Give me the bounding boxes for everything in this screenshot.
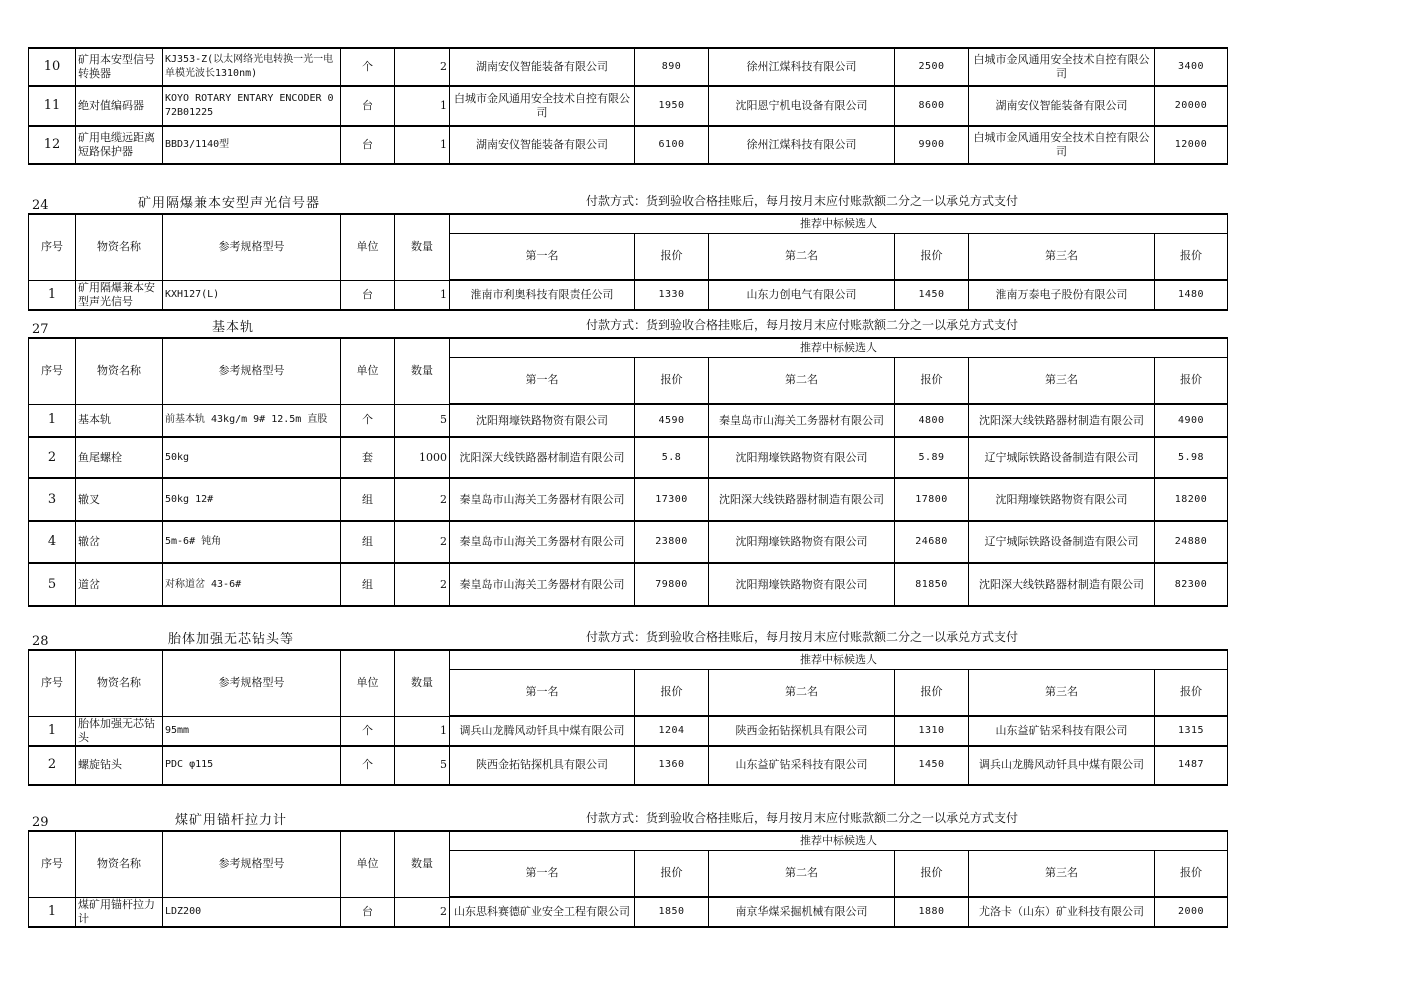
seq-cell: 5 [29, 563, 76, 606]
third-price-cell: 2000 [1155, 897, 1228, 927]
seq-cell: 1 [29, 404, 76, 437]
header-seq: 序号 [29, 214, 76, 280]
first-price-cell: 1204 [635, 716, 709, 746]
unit-cell: 个 [341, 48, 395, 86]
spec-cell: KXH127(L) [163, 280, 341, 310]
header-price: 报价 [1155, 233, 1228, 280]
spec-cell: KOYO ROTARY ENTARY ENCODER 072B01225 [163, 86, 341, 126]
seq-cell: 1 [29, 280, 76, 310]
seq-cell: 3 [29, 478, 76, 521]
unit-cell: 台 [341, 897, 395, 927]
header-spec: 参考规格型号 [163, 831, 341, 897]
payment-terms: 付款方式：货到验收合格挂账后，每月按月末应付账款额二分之一以承兑方式支付 [586, 630, 1019, 644]
second-price-cell: 1450 [895, 280, 969, 310]
first-price-cell: 4590 [635, 404, 709, 437]
second-company-cell: 沈阳深大线铁路器材制造有限公司 [709, 478, 895, 521]
section-number: 27 [32, 322, 49, 337]
header-row [29, 338, 1228, 357]
header-spec: 参考规格型号 [163, 214, 341, 280]
header-unit: 单位 [341, 338, 395, 404]
header-first: 第一名 [450, 850, 635, 897]
header-recommend: 推荐中标候选人 [450, 650, 1228, 669]
first-price-cell: 6100 [635, 126, 709, 164]
second-company-cell: 陕西金拓钻探机具有限公司 [709, 716, 895, 746]
qty-cell: 1 [395, 280, 450, 310]
payment-terms: 付款方式：货到验收合格挂账后，每月按月末应付账款额二分之一以承兑方式支付 [586, 811, 1019, 825]
first-company-cell: 陕西金拓钻探机具有限公司 [450, 746, 635, 785]
unit-cell: 台 [341, 126, 395, 164]
table-section-27 [28, 337, 1228, 607]
first-price-cell: 1330 [635, 280, 709, 310]
header-third: 第三名 [969, 357, 1155, 404]
second-price-cell: 1310 [895, 716, 969, 746]
table-section-28 [28, 649, 1228, 786]
header-price: 报价 [895, 357, 969, 404]
header-price: 报价 [895, 233, 969, 280]
header-qty: 数量 [395, 831, 450, 897]
third-company-cell: 调兵山龙腾风动钎具中煤有限公司 [969, 746, 1155, 785]
item-name-cell: 基本轨 [76, 404, 163, 437]
header-price: 报价 [895, 850, 969, 897]
header-qty: 数量 [395, 214, 450, 280]
third-company-cell: 湖南安仪智能装备有限公司 [969, 86, 1155, 126]
header-spec: 参考规格型号 [163, 338, 341, 404]
unit-cell: 套 [341, 437, 395, 478]
header-recommend: 推荐中标候选人 [450, 831, 1228, 850]
qty-cell: 2 [395, 478, 450, 521]
header-name: 物资名称 [76, 214, 163, 280]
first-company-cell: 白城市金风通用安全技术自控有限公司 [450, 86, 635, 126]
header-first: 第一名 [450, 669, 635, 716]
table-row [29, 48, 1228, 86]
header-seq: 序号 [29, 650, 76, 716]
table-row [29, 86, 1228, 126]
first-company-cell: 调兵山龙腾风动钎具中煤有限公司 [450, 716, 635, 746]
header-second: 第二名 [709, 850, 895, 897]
first-price-cell: 17300 [635, 478, 709, 521]
header-row [29, 214, 1228, 233]
section-title: 矿用隔爆兼本安型声光信号器 [138, 196, 321, 211]
second-company-cell: 山东益矿钻采科技有限公司 [709, 746, 895, 785]
spec-cell: 5m-6# 钝角 [163, 521, 341, 563]
third-price-cell: 18200 [1155, 478, 1228, 521]
section-title: 基本轨 [212, 320, 255, 335]
third-price-cell: 24880 [1155, 521, 1228, 563]
spec-cell: LDZ200 [163, 897, 341, 927]
first-company-cell: 秦皇岛市山海关工务器材有限公司 [450, 563, 635, 606]
unit-cell: 组 [341, 563, 395, 606]
header-unit: 单位 [341, 650, 395, 716]
unit-cell: 个 [341, 716, 395, 746]
first-price-cell: 23800 [635, 521, 709, 563]
section-title: 胎体加强无芯钻头等 [168, 632, 295, 647]
third-price-cell: 20000 [1155, 86, 1228, 126]
spec-cell: 前基本轨 43kg/m 9# 12.5m 直股 [163, 404, 341, 437]
item-name-cell: 辙岔 [76, 521, 163, 563]
second-company-cell: 徐州江煤科技有限公司 [709, 126, 895, 164]
second-company-cell: 秦皇岛市山海关工务器材有限公司 [709, 404, 895, 437]
qty-cell: 1 [395, 716, 450, 746]
qty-cell: 5 [395, 404, 450, 437]
header-price: 报价 [635, 357, 709, 404]
header-row [29, 650, 1228, 669]
second-company-cell: 南京华煤采掘机械有限公司 [709, 897, 895, 927]
third-company-cell: 白城市金风通用安全技术自控有限公司 [969, 48, 1155, 86]
table-row [29, 280, 1228, 310]
first-company-cell: 湖南安仪智能装备有限公司 [450, 48, 635, 86]
unit-cell: 台 [341, 280, 395, 310]
second-price-cell: 4800 [895, 404, 969, 437]
item-name-cell: 辙叉 [76, 478, 163, 521]
table-continued [28, 47, 1228, 165]
third-company-cell: 辽宁城际铁路设备制造有限公司 [969, 437, 1155, 478]
item-name-cell: 绝对值编码器 [76, 86, 163, 126]
third-price-cell: 4900 [1155, 404, 1228, 437]
seq-cell: 12 [29, 126, 76, 164]
item-name-cell: 矿用本安型信号转换器 [76, 48, 163, 86]
qty-cell: 2 [395, 897, 450, 927]
header-recommend: 推荐中标候选人 [450, 338, 1228, 357]
header-name: 物资名称 [76, 831, 163, 897]
second-company-cell: 沈阳翔壕铁路物资有限公司 [709, 437, 895, 478]
seq-cell: 2 [29, 437, 76, 478]
header-second: 第二名 [709, 669, 895, 716]
second-price-cell: 8600 [895, 86, 969, 126]
table-row [29, 716, 1228, 746]
item-name-cell: 煤矿用锚杆拉力计 [76, 897, 163, 927]
section-title: 煤矿用锚杆拉力计 [175, 813, 288, 828]
header-third: 第三名 [969, 669, 1155, 716]
header-third: 第三名 [969, 233, 1155, 280]
section-number: 28 [32, 634, 49, 649]
third-company-cell: 沈阳深大线铁路器材制造有限公司 [969, 404, 1155, 437]
header-first: 第一名 [450, 357, 635, 404]
table-row [29, 437, 1228, 478]
seq-cell: 2 [29, 746, 76, 785]
first-price-cell: 5.8 [635, 437, 709, 478]
first-price-cell: 79800 [635, 563, 709, 606]
first-company-cell: 秦皇岛市山海关工务器材有限公司 [450, 521, 635, 563]
qty-cell: 2 [395, 48, 450, 86]
second-price-cell: 1880 [895, 897, 969, 927]
header-price: 报价 [1155, 357, 1228, 404]
header-qty: 数量 [395, 650, 450, 716]
item-name-cell: 矿用隔爆兼本安型声光信号 [76, 280, 163, 310]
table-row [29, 897, 1228, 927]
third-price-cell: 1315 [1155, 716, 1228, 746]
first-company-cell: 淮南市利奥科技有限责任公司 [450, 280, 635, 310]
header-spec: 参考规格型号 [163, 650, 341, 716]
third-company-cell: 尤洛卡（山东）矿业科技有限公司 [969, 897, 1155, 927]
unit-cell: 个 [341, 746, 395, 785]
header-second: 第二名 [709, 233, 895, 280]
second-price-cell: 24680 [895, 521, 969, 563]
spec-cell: 50kg 12# [163, 478, 341, 521]
second-price-cell: 9900 [895, 126, 969, 164]
unit-cell: 组 [341, 478, 395, 521]
header-qty: 数量 [395, 338, 450, 404]
header-third: 第三名 [969, 850, 1155, 897]
spec-cell: PDC φ115 [163, 746, 341, 785]
unit-cell: 台 [341, 86, 395, 126]
qty-cell: 1000 [395, 437, 450, 478]
first-price-cell: 890 [635, 48, 709, 86]
third-company-cell: 沈阳翔壕铁路物资有限公司 [969, 478, 1155, 521]
third-company-cell: 淮南万泰电子股份有限公司 [969, 280, 1155, 310]
third-company-cell: 山东益矿钻采科技有限公司 [969, 716, 1155, 746]
header-unit: 单位 [341, 214, 395, 280]
seq-cell: 11 [29, 86, 76, 126]
header-seq: 序号 [29, 831, 76, 897]
unit-cell: 组 [341, 521, 395, 563]
payment-terms: 付款方式：货到验收合格挂账后，每月按月末应付账款额二分之一以承兑方式支付 [586, 194, 1019, 208]
header-second: 第二名 [709, 357, 895, 404]
table-row [29, 404, 1228, 437]
first-company-cell: 湖南安仪智能装备有限公司 [450, 126, 635, 164]
first-price-cell: 1850 [635, 897, 709, 927]
item-name-cell: 螺旋钻头 [76, 746, 163, 785]
header-price: 报价 [635, 850, 709, 897]
seq-cell: 1 [29, 716, 76, 746]
table-row [29, 746, 1228, 785]
header-unit: 单位 [341, 831, 395, 897]
first-company-cell: 山东思科赛德矿业安全工程有限公司 [450, 897, 635, 927]
third-price-cell: 5.98 [1155, 437, 1228, 478]
third-company-cell: 辽宁城际铁路设备制造有限公司 [969, 521, 1155, 563]
header-price: 报价 [635, 233, 709, 280]
table-section-24 [28, 213, 1228, 311]
header-price: 报价 [895, 669, 969, 716]
second-price-cell: 2500 [895, 48, 969, 86]
header-price: 报价 [1155, 669, 1228, 716]
first-company-cell: 沈阳翔壕铁路物资有限公司 [450, 404, 635, 437]
qty-cell: 1 [395, 86, 450, 126]
first-price-cell: 1360 [635, 746, 709, 785]
table-row [29, 521, 1228, 563]
seq-cell: 4 [29, 521, 76, 563]
third-price-cell: 12000 [1155, 126, 1228, 164]
spec-cell: 50kg [163, 437, 341, 478]
qty-cell: 1 [395, 126, 450, 164]
seq-cell: 10 [29, 48, 76, 86]
item-name-cell: 胎体加强无芯钻头 [76, 716, 163, 746]
third-price-cell: 82300 [1155, 563, 1228, 606]
second-company-cell: 山东力创电气有限公司 [709, 280, 895, 310]
table-section-29 [28, 830, 1228, 928]
third-price-cell: 1487 [1155, 746, 1228, 785]
unit-cell: 个 [341, 404, 395, 437]
first-company-cell: 沈阳深大线铁路器材制造有限公司 [450, 437, 635, 478]
payment-terms: 付款方式：货到验收合格挂账后，每月按月末应付账款额二分之一以承兑方式支付 [586, 318, 1019, 332]
qty-cell: 2 [395, 521, 450, 563]
first-company-cell: 秦皇岛市山海关工务器材有限公司 [450, 478, 635, 521]
second-price-cell: 17800 [895, 478, 969, 521]
section-number: 29 [32, 815, 49, 830]
second-price-cell: 1450 [895, 746, 969, 785]
qty-cell: 2 [395, 563, 450, 606]
second-company-cell: 沈阳翔壕铁路物资有限公司 [709, 563, 895, 606]
section-number: 24 [32, 198, 49, 213]
header-price: 报价 [635, 669, 709, 716]
second-price-cell: 5.89 [895, 437, 969, 478]
header-first: 第一名 [450, 233, 635, 280]
header-seq: 序号 [29, 338, 76, 404]
second-company-cell: 沈阳恩宁机电设备有限公司 [709, 86, 895, 126]
third-price-cell: 1480 [1155, 280, 1228, 310]
third-company-cell: 白城市金风通用安全技术自控有限公司 [969, 126, 1155, 164]
seq-cell: 1 [29, 897, 76, 927]
spec-cell: 95mm [163, 716, 341, 746]
item-name-cell: 道岔 [76, 563, 163, 606]
header-price: 报价 [1155, 850, 1228, 897]
spec-cell: 对称道岔 43-6# [163, 563, 341, 606]
second-company-cell: 徐州江煤科技有限公司 [709, 48, 895, 86]
second-company-cell: 沈阳翔壕铁路物资有限公司 [709, 521, 895, 563]
spec-cell: KJ353-Z(以太网络光电转换一光一电单模光波长1310nm) [163, 48, 341, 86]
item-name-cell: 矿用电缆远距离短路保护器 [76, 126, 163, 164]
header-name: 物资名称 [76, 338, 163, 404]
item-name-cell: 鱼尾螺栓 [76, 437, 163, 478]
header-recommend: 推荐中标候选人 [450, 214, 1228, 233]
third-company-cell: 沈阳深大线铁路器材制造有限公司 [969, 563, 1155, 606]
table-row [29, 478, 1228, 521]
table-row [29, 563, 1228, 606]
second-price-cell: 81850 [895, 563, 969, 606]
header-row [29, 831, 1228, 850]
header-name: 物资名称 [76, 650, 163, 716]
third-price-cell: 3400 [1155, 48, 1228, 86]
qty-cell: 5 [395, 746, 450, 785]
table-row [29, 126, 1228, 164]
first-price-cell: 1950 [635, 86, 709, 126]
spec-cell: BBD3/1140型 [163, 126, 341, 164]
